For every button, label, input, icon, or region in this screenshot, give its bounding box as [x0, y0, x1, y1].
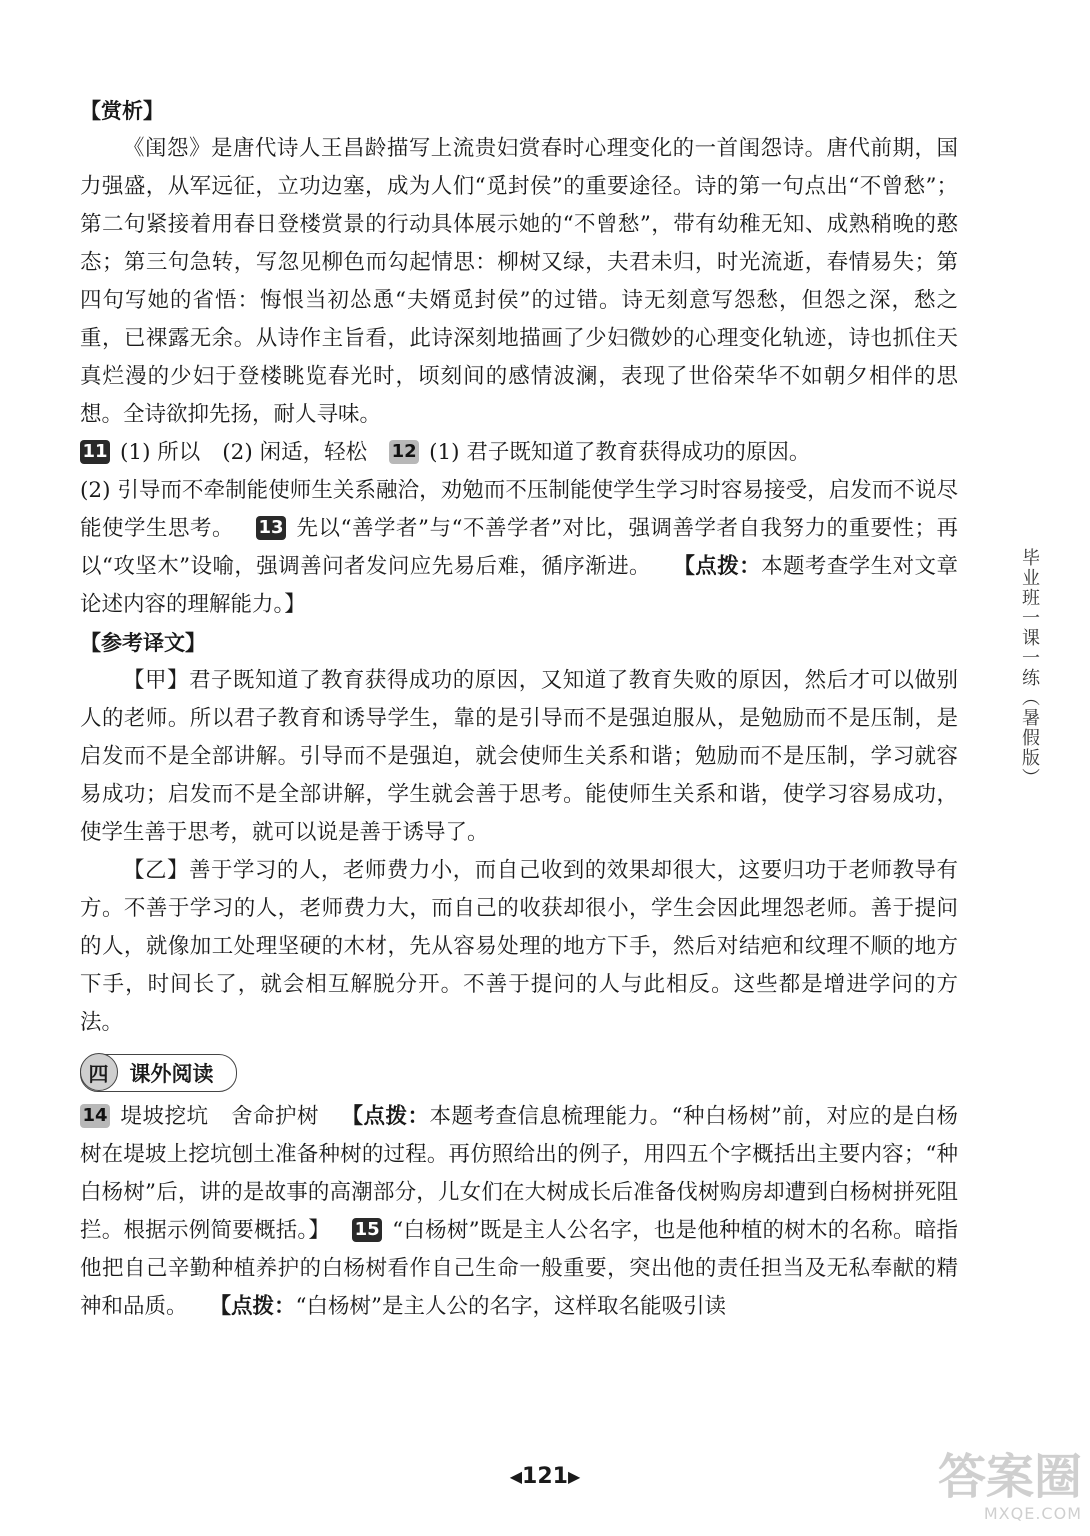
answer-13: 先以“善学者”与“不善学者”对比，强调善学者自我努力的重要性；再以“攻坚木”设喻，强调善问者发问应先易后难，循序渐进。 — [80, 516, 958, 579]
book-title-side: 毕业班一课一练（暑假版） — [1019, 548, 1040, 788]
appreciation-text: 《闺怨》是唐代诗人王昌龄描写上流贵妇赏春时心理变化的一首闺怨诗。唐代前期，国力强盛，从军远征，立功边塞，成为人们“觅封侯”的重要途径。诗的第一句点出“不曾愁”；第二句紧接着用春日登楼赏景的行动具体展示她的“不曾愁”，带有幼稚无知、成熟稍晚的憨态；第三句急转，写忽见柳色而勾起情思：柳树又绿，夫君未归，时光流逝，春情易失；第四句写她的省悟：悔恨当初怂恿“夫婿觅封侯”的过错。诗无刻意写怨愁，但怨之深，愁之重，已裸露无余。从诗作主旨看，此诗深刻地描画了少妇微妙的心理变化轨迹，诗也抓住天真烂漫的少妇于登楼眺览春光时，顷刻间的感情波澜，表现了世俗荣华不如朝夕相伴的思想。全诗欲抑先扬，耐人寻味。 — [80, 136, 958, 427]
answer-12-2: (2) 引导而不牵制能使师生关系融洽，劝勉而不压制能使学生学习时容易接受，启发而不说尽能使学生思考。 — [80, 478, 958, 541]
section-number: 四 — [80, 1053, 118, 1091]
watermark-text: 答案圈 — [937, 1449, 1082, 1505]
hint-14: 本题考查信息梳理能力。“种白杨树”前，对应的是白杨树在堤坡上挖坑刨土准备种树的过程。再仿照给出的例子，用四五个字概括出主要内容；“种白杨树”后，讲的是故事的高潮部分，儿女们在大树成长后准备伐树购房却遭到白杨树拼死阻拦。根据示例简要概括。】 — [80, 1104, 958, 1243]
page-number-value: 121 — [522, 1464, 568, 1489]
translation-jia: 【甲】君子既知道了教育获得成功的原因，又知道了教育失败的原因，然后才可以做别人的老师。所以君子教育和诱导学生，靠的是引导而不是强迫服从，是勉励而不是压制，是启发而不是全部讲解。引导而不是强迫，就会使师生关系和谐；勉励而不是压制，学习就容易成功；启发而不是全部讲解，学生就会善于思考。能使师生关系和谐，使学习容易成功，使学生善于思考，就可以说是善于诱导了。 — [80, 668, 958, 845]
hint-13: 本题考查学生对文章论述内容的理解能力。】 — [80, 554, 958, 617]
answer-11-12 — [80, 434, 958, 472]
question-number-13: 13 — [256, 516, 286, 540]
answer-14-2: 舍命护树 — [230, 1104, 319, 1129]
page-content — [80, 92, 958, 1326]
question-number-15: 15 — [352, 1218, 382, 1242]
question-number-12: 12 — [389, 440, 419, 464]
answer-14-15 — [80, 1098, 958, 1326]
watermark-url: MXQE.COM — [983, 1504, 1082, 1523]
answer-12-1: (1) 君子既知道了教育获得成功的原因。 — [429, 440, 811, 465]
hint-15: “白杨树”是主人公的名字，这样取名能吸引读 — [295, 1294, 727, 1319]
appreciation-heading: 【赏析】 — [80, 99, 164, 123]
question-number-14: 14 — [80, 1104, 110, 1128]
hint-label-13: 【点拨： — [672, 554, 762, 579]
answer-11-1: (1) 所以 — [120, 440, 201, 465]
answer-11-2: (2) 闲适，轻松 — [222, 440, 368, 465]
section-title: 课外阅读 — [129, 1062, 214, 1086]
left-triangle-icon: ◀ — [509, 1467, 523, 1486]
right-triangle-icon: ▶ — [567, 1467, 581, 1486]
translation-heading: 【参考译文】 — [80, 631, 206, 655]
hint-label-15: 【点拨： — [209, 1294, 296, 1319]
question-number-11: 11 — [80, 440, 110, 464]
answer-15: “白杨树”既是主人公名字，也是他种植的树木的名称。暗指他把自己辛勤种植养护的白杨树看作自己生命一般重要，突出他的责任担当及无私奉献的精神和品质。 — [80, 1218, 958, 1319]
section-header-4 — [80, 1054, 237, 1092]
hint-label-14: 【点拨： — [341, 1104, 430, 1129]
page-number — [0, 1464, 1090, 1489]
watermark-logo — [932, 1450, 1082, 1530]
answer-12-13 — [80, 472, 958, 624]
answer-14-1: 堤坡挖坑 — [120, 1104, 209, 1129]
translation-yi: 【乙】善于学习的人，老师费力小，而自己收到的效果却很大，这要归功于老师教导有方。不善于学习的人，老师费力大，而自己的收获却很小，学生会因此埋怨老师。善于提问的人，就像加工处理坚硬的木材，先从容易处理的地方下手，然后对结疤和纹理不顺的地方下手，时间长了，就会相互解脱分开。不善于提问的人与此相反。这些都是增进学问的方法。 — [80, 858, 958, 1035]
